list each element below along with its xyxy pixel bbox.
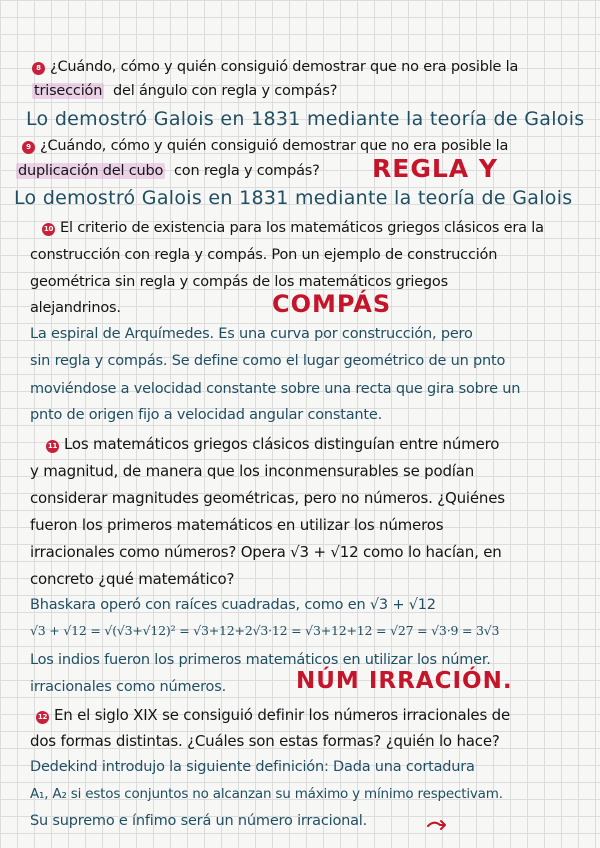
- answer-8: Lo demostró Galois en 1831 mediante la teoría de Galois: [26, 108, 585, 130]
- number-badge-icon: 8: [32, 62, 45, 75]
- question-9-line-1: 9 ¿Cuándo, cómo y quién consiguió demostrar que no era posible la: [22, 137, 508, 155]
- section-title-compas: COMPÁS: [272, 290, 392, 318]
- question-11-line-1: 11 Los matemáticos griegos clásicos distinguían entre número: [47, 435, 500, 453]
- answer-9: Lo demostró Galois en 1831 mediante la teoría de Galois: [14, 187, 573, 209]
- answer-12-line-2: A₁, A₂ si estos conjuntos no alcanzan su máximo y mínimo respectivam.: [30, 786, 503, 802]
- question-9-line-2: duplicación del cubo con regla y compás?: [18, 163, 320, 179]
- question-8-line-1: 8 ¿Cuándo, cómo y quién consiguió demostrar que no era posible la: [32, 58, 518, 76]
- answer-10-line-3: moviéndose a velocidad constante sobre una recta que gira sobre un: [30, 381, 521, 397]
- answer-11-line-3: irracionales como números.: [30, 679, 226, 695]
- question-11-line-6: concreto ¿qué matemático?: [30, 570, 235, 588]
- question-10-line-2: construcción con regla y compás. Pon un ejemplo de construcción: [30, 247, 498, 263]
- question-10-line-4: alejandrinos.: [30, 300, 121, 316]
- number-badge-icon: 9: [22, 141, 35, 154]
- highlighted-term: duplicación del cubo: [18, 163, 164, 179]
- answer-10-line-2: sin regla y compás. Se define como el lugar geométrico de un pnto: [30, 353, 506, 369]
- section-title-regla: REGLA Y: [372, 154, 498, 183]
- number-badge-icon: 11: [46, 440, 59, 453]
- answer-11-math: √3 + √12 = √(√3+√12)² = √3+12+2√3·12 = √3+12+12 = √27 = √3·9 = 3√3: [30, 623, 500, 638]
- answer-10-line-1: La espiral de Arquímedes. Es una curva por construcción, pero: [30, 326, 473, 342]
- number-badge-icon: 10: [42, 223, 55, 236]
- question-11-line-4: fueron los primeros matemáticos en utilizar los números: [30, 516, 444, 534]
- number-badge-icon: 12: [36, 711, 49, 724]
- question-11-line-5: irracionales como números? Opera √3 + √12 como lo hacían, en: [30, 543, 502, 561]
- answer-11-line-2: Los indios fueron los primeros matemáticos en utilizar los númer.: [30, 652, 491, 668]
- question-10-line-1: 10 El criterio de existencia para los matemáticos griegos clásicos era la: [43, 220, 544, 236]
- question-8-line-2: trisección del ángulo con regla y compás?: [34, 83, 338, 99]
- section-title-irracionales: NÚM IRRACIÓN.: [296, 668, 513, 694]
- answer-11-line-1: Bhaskara operó con raíces cuadradas, como en √3 + √12: [30, 597, 436, 613]
- question-12-line-2: dos formas distintas. ¿Cuáles son estas formas? ¿quién lo hace?: [30, 732, 500, 750]
- answer-12-line-1: Dedekind introdujo la siguiente definición: Dada una cortadura: [30, 759, 475, 775]
- question-10-line-3: geométrica sin regla y compás de los matemáticos griegos: [30, 274, 448, 290]
- arrow-icon: [426, 817, 448, 831]
- question-12-line-1: 12 En el siglo XIX se consiguió definir los números irracionales de: [37, 706, 510, 724]
- question-11-line-3: considerar magnitudes geométricas, pero no números. ¿Quiénes: [30, 489, 505, 507]
- answer-12-line-3: Su supremo e ínfimo será un número irracional.: [30, 813, 368, 829]
- question-11-line-2: y magnitud, de manera que los inconmensurables se podían: [30, 462, 475, 480]
- highlighted-term: trisección: [34, 83, 103, 99]
- answer-10-line-4: pnto de origen fijo a velocidad angular constante.: [30, 407, 383, 423]
